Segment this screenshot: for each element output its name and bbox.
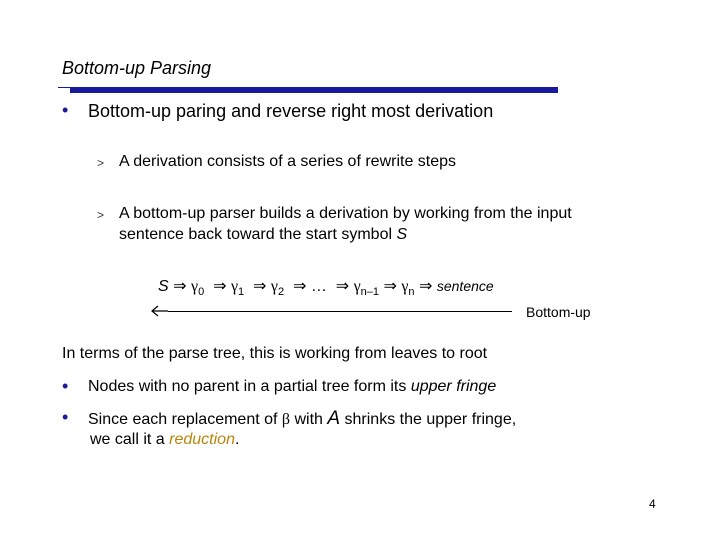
bullet-3-line-2a: we call it a [90,431,170,448]
bullet-2-text: Nodes with no parent in a partial tree form its [88,378,411,395]
bullet-1-text: Bottom-up paring and reverse right most derivation [88,101,494,121]
sub-bullet-2-line-2 [119,226,407,244]
bullet-3-a: Since each replacement of [88,411,282,428]
bullet-2 [88,378,496,396]
sub-bullet-2-line-2-text: sentence back toward the start symbol [119,226,397,243]
arrow-left-icon [150,304,170,320]
formula-sub-1: 1 [238,286,245,298]
bullet-3-end: . [234,431,240,448]
formula-implies: ⇒ [419,278,433,295]
formula-implies: ⇒ [213,278,227,295]
formula-sub-2: 2 [277,286,285,298]
formula-ellipsis: … [310,278,327,295]
parse-tree-paragraph: In terms of the parse tree, this is working from leaves to root [62,345,488,362]
sub-bullet-1-text: A derivation consists of a series of rewrite steps [119,153,457,170]
formula-gamma-0: γ [190,278,199,295]
slide-title: Bottom-up Parsing [62,58,212,78]
formula-gamma-n-1: γ [353,278,361,295]
sub-bullet-marker-1: > [97,156,105,170]
bullet-3-c: shrinks the upper fringe, [340,411,517,428]
sub-bullet-marker-2: > [97,208,105,222]
formula-gamma-n: γ [401,278,409,295]
sub-bullet-2-line-1: A bottom-up parser builds a derivation by working from the input [119,205,572,222]
bullet-3-b: with [290,411,328,428]
bullet-dot-3: • [62,407,69,427]
formula-implies: ⇒ [383,278,397,295]
start-symbol: S [396,226,408,243]
formula-implies: ⇒ [292,278,307,295]
formula-implies: ⇒ [173,278,187,295]
bullet-2-em: upper fringe [410,378,497,395]
page-number: 4 [649,497,656,511]
bullet-dot-2: • [62,376,69,396]
reduction-term: reduction [169,431,235,448]
title-rule-thick [70,87,558,93]
A-symbol: A [327,408,341,429]
formula-gamma-1: γ [230,278,239,295]
formula-sub-n: n [408,286,415,298]
formula-implies: ⇒ [335,278,350,295]
direction-arrow-line [168,311,512,312]
bullet-3-line-2 [90,431,239,449]
formula-implies: ⇒ [253,278,267,295]
bullet-3-line-1 [88,408,516,430]
formula-start: S [158,278,169,295]
derivation-formula [158,276,494,296]
formula-gamma-2: γ [270,278,278,295]
formula-sub-n-1: n–1 [360,286,380,298]
beta-symbol: β [281,411,291,428]
formula-sub-0: 0 [198,286,205,298]
direction-label: Bottom-up [526,304,591,320]
formula-end: sentence [436,278,494,294]
bullet-dot-1: • [62,100,69,120]
